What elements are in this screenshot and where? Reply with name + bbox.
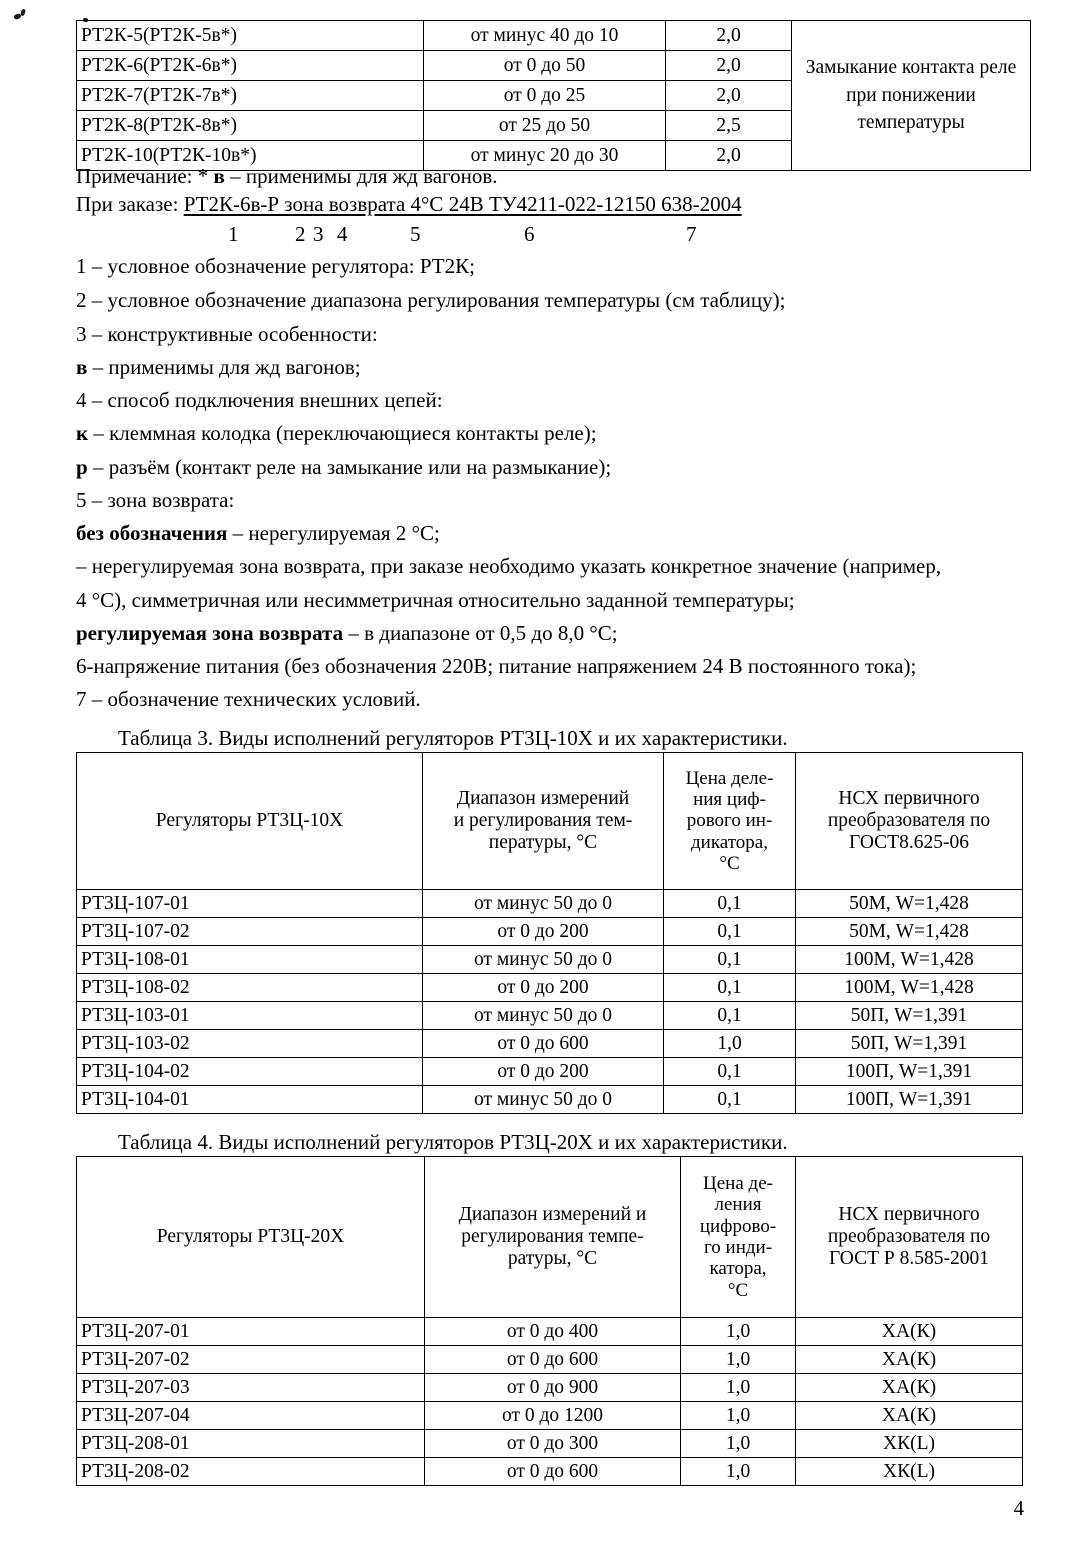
cell-step: 1,0	[681, 1402, 796, 1430]
cell-step: 1,0	[664, 1030, 796, 1058]
cell-model: РТ3Ц-207-04	[77, 1402, 425, 1430]
table-rt3c-20x	[76, 1156, 1023, 1486]
cell-hysteresis: 2,0	[666, 141, 792, 171]
cell-hysteresis: 2,0	[666, 51, 792, 81]
legend-item-3	[76, 322, 378, 347]
page-number: 4	[1013, 1496, 1024, 1520]
cell-hysteresis: 2,5	[666, 111, 792, 141]
order-code-numbering	[76, 222, 1036, 248]
cell-range: от 25 до 50	[424, 111, 666, 141]
cell-model: РТ2К-10(РТ2К-10в*)	[77, 141, 424, 171]
header-line: рового ин-	[686, 810, 773, 832]
cell-range: от 0 до 600	[423, 1030, 664, 1058]
cell-model: РТ3Ц-208-02	[77, 1458, 425, 1486]
cell-model: РТ3Ц-207-03	[77, 1374, 425, 1402]
legend-item-1	[76, 254, 475, 279]
cell-model: РТ2К-5(РТ2К-5в*)	[77, 21, 424, 51]
order-number-1: 1	[228, 222, 239, 246]
cell-range: от минус 50 до 0	[423, 1002, 664, 1030]
legend-term: без обозначения	[76, 521, 228, 545]
header-line: °С	[727, 1279, 749, 1301]
legend-text: 6-напряжение питания (без обозначения 220В; питание напряжением 24 В постоянного тока);	[76, 654, 917, 678]
footnote-rest: – применимы для жд вагонов.	[230, 164, 498, 188]
legend-text: 2 – условное обозначение диапазона регулирования температуры (см таблицу);	[76, 288, 786, 312]
table-row	[77, 1030, 1023, 1058]
cell-sensor: 50М, W=1,428	[796, 890, 1023, 918]
cell-range: от 0 до 900	[425, 1374, 681, 1402]
cell-sensor: 100М, W=1,428	[796, 946, 1023, 974]
header-line: пературы, °С	[488, 831, 598, 853]
cell-model: РТ3Ц-107-01	[77, 890, 423, 918]
table4-header-step	[681, 1157, 796, 1318]
table3-header-model: Регуляторы РТ3Ц-10Х	[77, 753, 423, 890]
table-row	[77, 1002, 1023, 1030]
header-line: и регулирования тем-	[453, 810, 633, 832]
legend-item-bez	[76, 521, 440, 546]
legend-term: р	[76, 455, 88, 479]
table-row	[77, 1086, 1023, 1114]
table3-header-range	[423, 753, 664, 890]
cell-model: РТ3Ц-107-02	[77, 918, 423, 946]
cell-sensor: 50П, W=1,391	[796, 1002, 1023, 1030]
table-rt2k	[76, 20, 1031, 171]
table-row	[77, 1058, 1023, 1086]
footnote-bold-letter: в	[213, 164, 225, 188]
cell-range: от 0 до 600	[425, 1346, 681, 1374]
header-line: Цена деле-	[685, 767, 774, 789]
legend-item-5	[76, 488, 234, 513]
cell-range: от 0 до 400	[425, 1318, 681, 1346]
order-number-4: 4	[337, 222, 348, 246]
header-line: ния циф-	[693, 789, 766, 811]
cell-range: от минус 40 до 10	[424, 21, 666, 51]
cell-sensor: ХА(К)	[796, 1346, 1023, 1374]
table-row	[77, 1458, 1023, 1486]
cell-model: РТ2К-8(РТ2К-8в*)	[77, 111, 424, 141]
legend-text: 5 – зона возврата:	[76, 488, 235, 512]
legend-item-k	[76, 421, 597, 446]
table-row	[77, 890, 1023, 918]
cell-range: от 0 до 200	[423, 974, 664, 1002]
cell-range: от 0 до 1200	[425, 1402, 681, 1430]
legend-item-4	[76, 388, 443, 413]
cell-model: РТ3Ц-103-01	[77, 1002, 423, 1030]
order-example-line	[76, 192, 742, 217]
legend-text: 3 – конструктивные особенности:	[76, 322, 378, 346]
cell-step: 0,1	[664, 946, 796, 974]
legend-text: – нерегулируемая зона возврата, при заказе необходимо указать конкретное значение (например,	[76, 554, 942, 578]
cell-sensor: ХА(К)	[796, 1318, 1023, 1346]
cell-merged-note: Замыкание контакта реле при понижении температуры	[792, 21, 1031, 171]
legend-text: – нерегулируемая 2 °С;	[227, 521, 440, 545]
cell-sensor: 100П, W=1,391	[796, 1086, 1023, 1114]
order-number-3: 3	[313, 222, 324, 246]
header-line: Диапазон измерений и	[458, 1204, 647, 1226]
legend-term: в	[76, 355, 88, 379]
cell-hysteresis: 2,0	[666, 81, 792, 111]
table-row	[77, 1430, 1023, 1458]
header-line: НСХ первичного	[838, 788, 980, 810]
legend-item-7	[76, 687, 421, 712]
cell-sensor: ХА(К)	[796, 1374, 1023, 1402]
footnote-prefix: Примечание: *	[76, 164, 209, 188]
cell-model: РТ3Ц-207-02	[77, 1346, 425, 1374]
legend-item-nereg-2	[76, 588, 795, 613]
table-row	[77, 21, 1031, 51]
legend-text: – применимы для жд вагонов;	[87, 355, 361, 379]
legend-item-2	[76, 288, 785, 313]
scan-artifact-speck	[20, 9, 26, 17]
cell-sensor: 50П, W=1,391	[796, 1030, 1023, 1058]
header-line: °С	[719, 852, 740, 874]
cell-step: 0,1	[664, 974, 796, 1002]
cell-model: РТ3Ц-104-01	[77, 1086, 423, 1114]
table-row	[77, 1318, 1023, 1346]
header-line: ГОСТ8.625-06	[849, 831, 969, 853]
cell-range: от минус 50 до 0	[423, 946, 664, 974]
header-line: цифрово-	[699, 1215, 777, 1237]
cell-step: 1,0	[681, 1458, 796, 1486]
header-line: регулирования темпе-	[461, 1226, 644, 1248]
legend-item-6	[76, 654, 916, 679]
cell-step: 0,1	[664, 1058, 796, 1086]
cell-model: РТ3Ц-103-02	[77, 1030, 423, 1058]
cell-model: РТ3Ц-208-01	[77, 1430, 425, 1458]
legend-text: 4 – способ подключения внешних цепей:	[76, 388, 443, 412]
table3-header-row	[77, 753, 1023, 890]
legend-term: регулируемая зона возврата	[76, 621, 344, 645]
cell-step: 0,1	[664, 918, 796, 946]
table-row	[77, 1346, 1023, 1374]
order-number-2: 2	[295, 222, 306, 246]
header-line: преобразователя по	[827, 810, 991, 832]
order-number-6: 6	[524, 222, 535, 246]
cell-range: от минус 50 до 0	[423, 890, 664, 918]
header-line: го инди-	[703, 1237, 773, 1258]
order-number-7: 7	[686, 222, 697, 246]
header-line: Диапазон измерений	[456, 788, 630, 810]
legend-item-reg	[76, 621, 618, 646]
legend-item-r	[76, 455, 611, 480]
cell-step: 1,0	[681, 1346, 796, 1374]
table4-caption: Таблица 4. Виды исполнений регуляторов РТ3Ц-20Х и их характеристики.	[118, 1130, 788, 1154]
table-row	[77, 918, 1023, 946]
header-line: Цена де-	[703, 1173, 773, 1195]
footnote-line	[76, 164, 498, 189]
legend-text: – в диапазоне от 0,5 до 8,0 °С;	[343, 621, 618, 645]
legend-text: – клеммная колодка (переключающиеся контакты реле);	[88, 421, 597, 445]
cell-step: 0,1	[664, 1002, 796, 1030]
legend-text: 4 °С), симметричная или несимметричная относительно заданной температуры;	[76, 588, 795, 612]
table-rt3c-20x-wrap	[76, 1156, 1022, 1486]
cell-model: РТ3Ц-108-01	[77, 946, 423, 974]
cell-range: от 0 до 600	[425, 1458, 681, 1486]
legend-text: 7 – обозначение технических условий.	[76, 687, 421, 711]
header-line: ГОСТ Р 8.585-2001	[829, 1247, 989, 1269]
header-line: НСХ первичного	[838, 1204, 980, 1226]
order-number-5: 5	[410, 222, 421, 246]
order-label: При заказе:	[76, 192, 179, 216]
cell-model: РТ3Ц-207-01	[77, 1318, 425, 1346]
cell-model: РТ3Ц-104-02	[77, 1058, 423, 1086]
table-row	[77, 974, 1023, 1002]
cell-step: 1,0	[681, 1318, 796, 1346]
cell-range: от 0 до 300	[425, 1430, 681, 1458]
cell-step: 0,1	[664, 890, 796, 918]
legend-item-v	[76, 355, 361, 380]
cell-sensor: 50М, W=1,428	[796, 918, 1023, 946]
cell-hysteresis: 2,0	[666, 21, 792, 51]
cell-sensor: ХК(L)	[796, 1458, 1023, 1486]
cell-model: РТ3Ц-108-02	[77, 974, 423, 1002]
cell-sensor: 100П, W=1,391	[796, 1058, 1023, 1086]
cell-step: 1,0	[681, 1374, 796, 1402]
table-rt3c-10x	[76, 752, 1023, 1114]
cell-model: РТ2К-6(РТ2К-6в*)	[77, 51, 424, 81]
legend-text: – разъём (контакт реле на замыкание или на размыкание);	[87, 455, 612, 479]
table-row	[77, 946, 1023, 974]
cell-range: от 0 до 200	[423, 918, 664, 946]
cell-step: 1,0	[681, 1430, 796, 1458]
table4-header-row	[77, 1157, 1023, 1318]
table3-header-step	[664, 753, 796, 890]
legend-item-nereg-1	[76, 554, 941, 579]
header-line: преобразователя по	[827, 1226, 991, 1248]
header-line: ления	[714, 1194, 762, 1216]
cell-step: 0,1	[664, 1086, 796, 1114]
table-row	[77, 1374, 1023, 1402]
order-code: РТ2К-6в-Р зона возврата 4°С 24В ТУ4211-022-12150 638-2004	[183, 192, 742, 216]
cell-range: от 0 до 50	[424, 51, 666, 81]
table4-header-sensor	[796, 1157, 1023, 1318]
legend-term: к	[76, 421, 89, 445]
table3-caption: Таблица 3. Виды исполнений регуляторов РТ3Ц-10Х и их характеристики.	[118, 726, 788, 750]
header-line: катора,	[709, 1258, 767, 1280]
cell-range: от минус 20 до 30	[424, 141, 666, 171]
cell-range: от минус 50 до 0	[423, 1086, 664, 1114]
table-rt2k-continued	[76, 20, 1030, 171]
table-row	[77, 1402, 1023, 1430]
cell-model: РТ2К-7(РТ2К-7в*)	[77, 81, 424, 111]
header-line: ратуры, °С	[507, 1247, 598, 1269]
cell-sensor: ХК(L)	[796, 1430, 1023, 1458]
header-line: дикатора,	[691, 831, 768, 853]
table4-header-range	[425, 1157, 681, 1318]
table-rt3c-10x-wrap	[76, 752, 1022, 1114]
cell-sensor: 100М, W=1,428	[796, 974, 1023, 1002]
cell-range: от 0 до 25	[424, 81, 666, 111]
table4-header-model: Регуляторы РТ3Ц-20Х	[77, 1157, 425, 1318]
table3-header-sensor	[796, 753, 1023, 890]
cell-range: от 0 до 200	[423, 1058, 664, 1086]
legend-text: 1 – условное обозначение регулятора: РТ2К;	[76, 254, 475, 278]
cell-sensor: ХА(К)	[796, 1402, 1023, 1430]
